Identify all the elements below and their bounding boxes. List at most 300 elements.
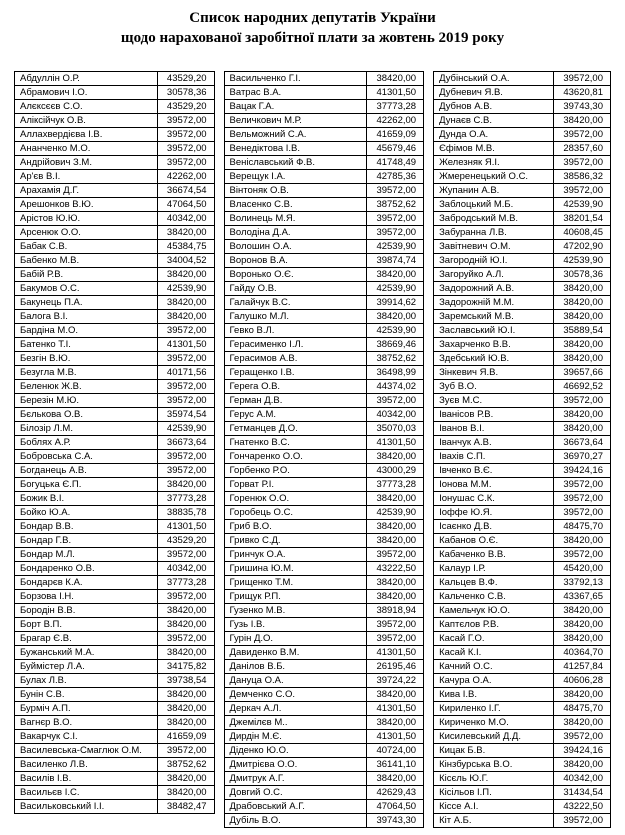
table-row — [15, 225, 215, 239]
salary-value: 38420,00 — [367, 575, 424, 589]
salary-value: 38420,00 — [367, 309, 424, 323]
salary-value: 39572,00 — [157, 127, 214, 141]
salary-value: 39572,00 — [367, 211, 424, 225]
table-row — [224, 435, 424, 449]
table-row — [224, 421, 424, 435]
table-row — [434, 519, 611, 533]
salary-value: 39572,00 — [157, 449, 214, 463]
deputy-name: Галайчук В.С. — [224, 295, 367, 309]
table-row — [15, 575, 215, 589]
table-row — [15, 729, 215, 743]
salary-value: 38420,00 — [553, 533, 610, 547]
salary-value: 35070,03 — [367, 421, 424, 435]
deputy-name: Каптєлов Р.В. — [434, 617, 554, 631]
deputy-name: Білозір Л.М. — [15, 421, 158, 435]
table-row — [224, 561, 424, 575]
salary-value: 39572,00 — [367, 631, 424, 645]
table-row — [15, 169, 215, 183]
deputy-name: Аллахвердієва І.В. — [15, 127, 158, 141]
deputy-name: Кицак Б.В. — [434, 743, 554, 757]
table-row — [224, 365, 424, 379]
salary-value: 41659,09 — [367, 127, 424, 141]
deputy-name: Абдуллін О.Р. — [15, 71, 158, 85]
deputy-name: Венедіктова І.В. — [224, 141, 367, 155]
salary-value: 38420,00 — [157, 295, 214, 309]
table-row — [434, 687, 611, 701]
deputy-name: Довгий О.С. — [224, 785, 367, 799]
deputy-name: Бородін В.В. — [15, 603, 158, 617]
salary-value: 39572,00 — [367, 547, 424, 561]
salary-value: 38420,00 — [367, 519, 424, 533]
deputy-name: Горбенко Р.О. — [224, 463, 367, 477]
table-row — [224, 449, 424, 463]
salary-value: 36498,99 — [367, 365, 424, 379]
deputy-name: Дануца О.А. — [224, 673, 367, 687]
deputy-name: Кісільов І.П. — [434, 785, 554, 799]
deputy-name: Бондар В.В. — [15, 519, 158, 533]
table-row — [15, 785, 215, 799]
table-row — [224, 547, 424, 561]
table-row — [224, 645, 424, 659]
table-row — [224, 71, 424, 85]
table-row — [15, 421, 215, 435]
deputy-name: Ватрас В.А. — [224, 85, 367, 99]
deputy-name: Іванов В.І. — [434, 421, 554, 435]
table-row — [434, 85, 611, 99]
salary-value: 35974,54 — [157, 407, 214, 421]
table-row — [15, 491, 215, 505]
table-row — [224, 379, 424, 393]
deputy-name: Іванчук А.В. — [434, 435, 554, 449]
table-row — [15, 519, 215, 533]
table-row — [15, 463, 215, 477]
table-row — [224, 337, 424, 351]
deputies-table-column-1 — [14, 71, 215, 814]
deputy-name: Василів І.В. — [15, 771, 158, 785]
table-row — [224, 183, 424, 197]
deputy-name: Гривко С.Д. — [224, 533, 367, 547]
deputy-name: Боблях А.Р. — [15, 435, 158, 449]
deputy-name: Васильковський І.І. — [15, 799, 158, 813]
salary-value: 38420,00 — [553, 421, 610, 435]
salary-value: 39572,00 — [553, 71, 610, 85]
deputy-name: Зуб В.О. — [434, 379, 554, 393]
salary-value: 38420,00 — [553, 351, 610, 365]
deputy-name: Заблоцький М.Б. — [434, 197, 554, 211]
table-row — [15, 85, 215, 99]
deputy-name: Кабаченко В.В. — [434, 547, 554, 561]
deputy-name: Зуєв М.С. — [434, 393, 554, 407]
deputy-name: Гузь І.В. — [224, 617, 367, 631]
deputy-name: Завітневич О.М. — [434, 239, 554, 253]
salary-value: 43529,20 — [157, 71, 214, 85]
table-row — [224, 617, 424, 631]
salary-value: 38420,00 — [157, 617, 214, 631]
salary-value: 41301,50 — [157, 337, 214, 351]
deputy-name: Веніславський Ф.В. — [224, 155, 367, 169]
deputy-name: Деркач А.Л. — [224, 701, 367, 715]
deputy-name: Величкович М.Р. — [224, 113, 367, 127]
table-row — [434, 715, 611, 729]
salary-value: 42539,90 — [367, 281, 424, 295]
salary-value: 36141,10 — [367, 757, 424, 771]
deputy-name: Вацак Г.А. — [224, 99, 367, 113]
deputy-name: Васильченко Г.І. — [224, 71, 367, 85]
table-row — [15, 239, 215, 253]
table-row — [434, 757, 611, 771]
deputy-name: Дунда О.А. — [434, 127, 554, 141]
deputies-table-column-2 — [224, 71, 425, 828]
salary-value: 40342,00 — [553, 771, 610, 785]
salary-value: 41748,49 — [367, 155, 424, 169]
salary-value: 30578,36 — [553, 267, 610, 281]
deputy-name: Бакумов О.С. — [15, 281, 158, 295]
salary-value: 38420,00 — [553, 715, 610, 729]
deputies-table-column-3 — [433, 71, 611, 828]
salary-value: 42539,90 — [157, 281, 214, 295]
deputy-name: Вінтоняк О.В. — [224, 183, 367, 197]
deputy-name: Ананченко М.О. — [15, 141, 158, 155]
salary-value: 43222,50 — [553, 799, 610, 813]
table-row — [434, 463, 611, 477]
deputy-name: Забродський М.В. — [434, 211, 554, 225]
table-row — [434, 631, 611, 645]
table-row — [434, 407, 611, 421]
table-row — [224, 673, 424, 687]
salary-value: 39572,00 — [553, 393, 610, 407]
table-row — [224, 603, 424, 617]
deputy-name: Гайду О.В. — [224, 281, 367, 295]
table-row — [434, 561, 611, 575]
salary-value: 41257,84 — [553, 659, 610, 673]
table-row — [15, 267, 215, 281]
salary-value: 38752,62 — [367, 351, 424, 365]
salary-value: 39572,00 — [157, 589, 214, 603]
salary-value: 38420,00 — [553, 281, 610, 295]
page-title — [0, 0, 625, 49]
table-row — [224, 309, 424, 323]
salary-value: 38420,00 — [553, 295, 610, 309]
deputy-name: Володіна Д.А. — [224, 225, 367, 239]
table-row — [224, 99, 424, 113]
salary-value: 44374,02 — [367, 379, 424, 393]
table-row — [15, 309, 215, 323]
table-row — [224, 211, 424, 225]
salary-value: 39572,00 — [553, 813, 610, 827]
table-row — [224, 407, 424, 421]
deputy-name: Кива І.В. — [434, 687, 554, 701]
deputy-name: Арешонков В.Ю. — [15, 197, 158, 211]
table-row — [224, 85, 424, 99]
deputy-name: Івахів С.П. — [434, 449, 554, 463]
table-row — [15, 687, 215, 701]
table-row — [15, 617, 215, 631]
deputy-name: Грищук Р.П. — [224, 589, 367, 603]
deputy-name: Кириленко І.Г. — [434, 701, 554, 715]
deputy-name: Герасименко І.Л. — [224, 337, 367, 351]
table-row — [224, 631, 424, 645]
tables-container — [0, 71, 625, 828]
salary-value: 47064,50 — [157, 197, 214, 211]
table-row — [15, 603, 215, 617]
salary-value: 48475,70 — [553, 519, 610, 533]
table-row — [15, 127, 215, 141]
deputy-name: Гришина Ю.М. — [224, 561, 367, 575]
salary-value: 41301,50 — [367, 85, 424, 99]
salary-value: 42539,90 — [157, 421, 214, 435]
table-row — [15, 407, 215, 421]
table-row — [15, 351, 215, 365]
table-row — [15, 99, 215, 113]
salary-value: 39572,00 — [157, 547, 214, 561]
salary-value: 38752,62 — [157, 757, 214, 771]
table-row — [224, 113, 424, 127]
table-row — [224, 533, 424, 547]
salary-value: 39572,00 — [553, 729, 610, 743]
salary-value: 38420,00 — [367, 491, 424, 505]
table-row — [15, 435, 215, 449]
table-row — [434, 435, 611, 449]
salary-value: 26195,46 — [367, 659, 424, 673]
salary-value: 43529,20 — [157, 533, 214, 547]
deputy-name: Кальченко С.В. — [434, 589, 554, 603]
deputy-name: Железняк Я.І. — [434, 155, 554, 169]
salary-value: 37773,28 — [367, 477, 424, 491]
salary-value: 38420,00 — [157, 645, 214, 659]
table-row — [15, 799, 215, 813]
deputy-name: Дубіль В.О. — [224, 813, 367, 827]
deputy-name: Качний О.С. — [434, 659, 554, 673]
table-row — [224, 239, 424, 253]
deputy-name: Бондаренко О.В. — [15, 561, 158, 575]
table-row — [434, 113, 611, 127]
salary-value: 38420,00 — [367, 589, 424, 603]
table-row — [224, 295, 424, 309]
deputy-name: Андрійович З.М. — [15, 155, 158, 169]
salary-value: 39424,16 — [553, 463, 610, 477]
deputy-name: Герасимов А.В. — [224, 351, 367, 365]
deputy-name: Іванісов Р.В. — [434, 407, 554, 421]
table-row — [434, 281, 611, 295]
salary-value: 37773,28 — [367, 99, 424, 113]
table-row — [224, 225, 424, 239]
deputy-name: Горенюк О.О. — [224, 491, 367, 505]
deputy-name: Верещук І.А. — [224, 169, 367, 183]
deputy-name: Кириченко М.О. — [434, 715, 554, 729]
deputy-name: Вакарчук С.І. — [15, 729, 158, 743]
salary-value: 46692,52 — [553, 379, 610, 393]
deputy-name: Вельможний С.А. — [224, 127, 367, 141]
table-row — [15, 323, 215, 337]
salary-value: 31434,54 — [553, 785, 610, 799]
table-row — [434, 771, 611, 785]
deputy-name: Дунаєв С.В. — [434, 113, 554, 127]
table-row — [224, 477, 424, 491]
deputy-name: Горобець О.С. — [224, 505, 367, 519]
deputy-name: Іонова М.М. — [434, 477, 554, 491]
salary-value: 36970,27 — [553, 449, 610, 463]
table-row — [224, 519, 424, 533]
salary-value: 39572,00 — [157, 463, 214, 477]
deputy-name: Березін М.Ю. — [15, 393, 158, 407]
salary-value: 39572,00 — [553, 183, 610, 197]
table-row — [434, 575, 611, 589]
deputy-name: Бобровська С.А. — [15, 449, 158, 463]
deputy-name: Іоффе Ю.Я. — [434, 505, 554, 519]
deputy-name: Загородній Ю.І. — [434, 253, 554, 267]
salary-value: 39572,00 — [157, 141, 214, 155]
table-row — [15, 393, 215, 407]
deputy-name: Іонушас С.К. — [434, 491, 554, 505]
table-row — [224, 729, 424, 743]
salary-value: 38482,47 — [157, 799, 214, 813]
salary-value: 39743,30 — [367, 813, 424, 827]
deputy-name: Гончаренко О.О. — [224, 449, 367, 463]
deputy-name: Камельчук Ю.О. — [434, 603, 554, 617]
deputy-name: Івченко В.Є. — [434, 463, 554, 477]
salary-value: 39874,74 — [367, 253, 424, 267]
deputy-name: Арахамія Д.Г. — [15, 183, 158, 197]
table-row — [224, 281, 424, 295]
salary-value: 41301,50 — [367, 645, 424, 659]
deputy-name: Бондар Г.В. — [15, 533, 158, 547]
salary-value: 38420,00 — [157, 603, 214, 617]
deputy-name: Батенко Т.І. — [15, 337, 158, 351]
deputy-name: Бондар М.Л. — [15, 547, 158, 561]
salary-value: 38420,00 — [157, 477, 214, 491]
table-row — [434, 141, 611, 155]
salary-value: 36674,54 — [157, 183, 214, 197]
table-row — [15, 561, 215, 575]
salary-value: 38420,00 — [367, 449, 424, 463]
salary-value: 39572,00 — [367, 393, 424, 407]
salary-value: 39572,00 — [553, 477, 610, 491]
deputy-name: Бабак С.В. — [15, 239, 158, 253]
salary-value: 38420,00 — [367, 533, 424, 547]
deputy-name: Балога В.І. — [15, 309, 158, 323]
salary-value: 39572,00 — [553, 505, 610, 519]
table-row — [224, 813, 424, 827]
table-row — [434, 617, 611, 631]
salary-value: 33792,13 — [553, 575, 610, 589]
table-row — [434, 169, 611, 183]
salary-value: 39657,66 — [553, 365, 610, 379]
salary-value: 39572,00 — [367, 617, 424, 631]
deputy-name: Жупанин А.В. — [434, 183, 554, 197]
salary-value: 38420,00 — [553, 337, 610, 351]
deputy-name: Ар'єв В.І. — [15, 169, 158, 183]
salary-value: 39424,16 — [553, 743, 610, 757]
table-row — [224, 155, 424, 169]
deputy-name: Заремський М.В. — [434, 309, 554, 323]
deputy-name: Волошин О.А. — [224, 239, 367, 253]
table-row — [15, 183, 215, 197]
deputy-name: Богуцька Є.П. — [15, 477, 158, 491]
deputy-name: Кіссе А.І. — [434, 799, 554, 813]
deputy-name: Булах Л.В. — [15, 673, 158, 687]
salary-value: 38420,00 — [553, 617, 610, 631]
table-row — [15, 113, 215, 127]
deputy-name: Єфімов М.В. — [434, 141, 554, 155]
deputy-name: Герус А.М. — [224, 407, 367, 421]
table-row — [15, 449, 215, 463]
deputy-name: Воронов В.А. — [224, 253, 367, 267]
deputy-name: Драбовський А.Г. — [224, 799, 367, 813]
salary-value: 38420,00 — [157, 309, 214, 323]
deputy-name: Бакунець П.А. — [15, 295, 158, 309]
table-row — [434, 645, 611, 659]
deputy-name: Богданець А.В. — [15, 463, 158, 477]
table-row — [434, 589, 611, 603]
table-row — [224, 575, 424, 589]
table-row — [434, 295, 611, 309]
table-row — [15, 645, 215, 659]
salary-value: 34004,52 — [157, 253, 214, 267]
table-row — [224, 323, 424, 337]
deputy-name: Бєлькова О.В. — [15, 407, 158, 421]
table-row — [15, 365, 215, 379]
table-row — [434, 449, 611, 463]
salary-value: 47064,50 — [367, 799, 424, 813]
deputy-name: Гевко В.Л. — [224, 323, 367, 337]
table-row — [434, 785, 611, 799]
table-row — [15, 337, 215, 351]
table-row — [15, 211, 215, 225]
salary-value: 39572,00 — [553, 127, 610, 141]
table-row — [15, 631, 215, 645]
deputy-name: Задорожний А.В. — [434, 281, 554, 295]
table-row — [15, 547, 215, 561]
deputy-name: Волинець М.Я. — [224, 211, 367, 225]
table-row — [15, 659, 215, 673]
table-row — [434, 659, 611, 673]
deputy-name: Кіт А.Б. — [434, 813, 554, 827]
deputy-name: Давиденко В.М. — [224, 645, 367, 659]
salary-value: 38420,00 — [157, 267, 214, 281]
salary-value: 48475,70 — [553, 701, 610, 715]
salary-value: 39572,00 — [367, 225, 424, 239]
salary-value: 43367,65 — [553, 589, 610, 603]
salary-value: 38420,00 — [367, 267, 424, 281]
salary-value: 38420,00 — [553, 603, 610, 617]
table-row — [434, 323, 611, 337]
deputy-name: Данілов В.Б. — [224, 659, 367, 673]
deputy-name: Алєксєєв С.О. — [15, 99, 158, 113]
salary-value: 40724,00 — [367, 743, 424, 757]
deputy-name: Вагнєр В.О. — [15, 715, 158, 729]
deputy-name: Аліксійчук О.В. — [15, 113, 158, 127]
table-row — [15, 71, 215, 85]
deputy-name: Гнатенко В.С. — [224, 435, 367, 449]
table-row — [15, 379, 215, 393]
deputy-name: Заславський Ю.І. — [434, 323, 554, 337]
deputy-name: Захарченко В.В. — [434, 337, 554, 351]
salary-value: 38669,46 — [367, 337, 424, 351]
salary-value: 38420,00 — [157, 225, 214, 239]
salary-value: 43529,20 — [157, 99, 214, 113]
salary-value: 42539,90 — [553, 253, 610, 267]
deputy-name: Дубнов А.В. — [434, 99, 554, 113]
deputy-name: Горват Р.І. — [224, 477, 367, 491]
table-row — [15, 155, 215, 169]
salary-value: 38420,00 — [367, 771, 424, 785]
salary-value: 42539,90 — [367, 239, 424, 253]
table-row — [15, 141, 215, 155]
deputy-name: Джемілєв М.. — [224, 715, 367, 729]
table-row — [15, 281, 215, 295]
table-row — [224, 267, 424, 281]
salary-value: 42539,90 — [367, 505, 424, 519]
